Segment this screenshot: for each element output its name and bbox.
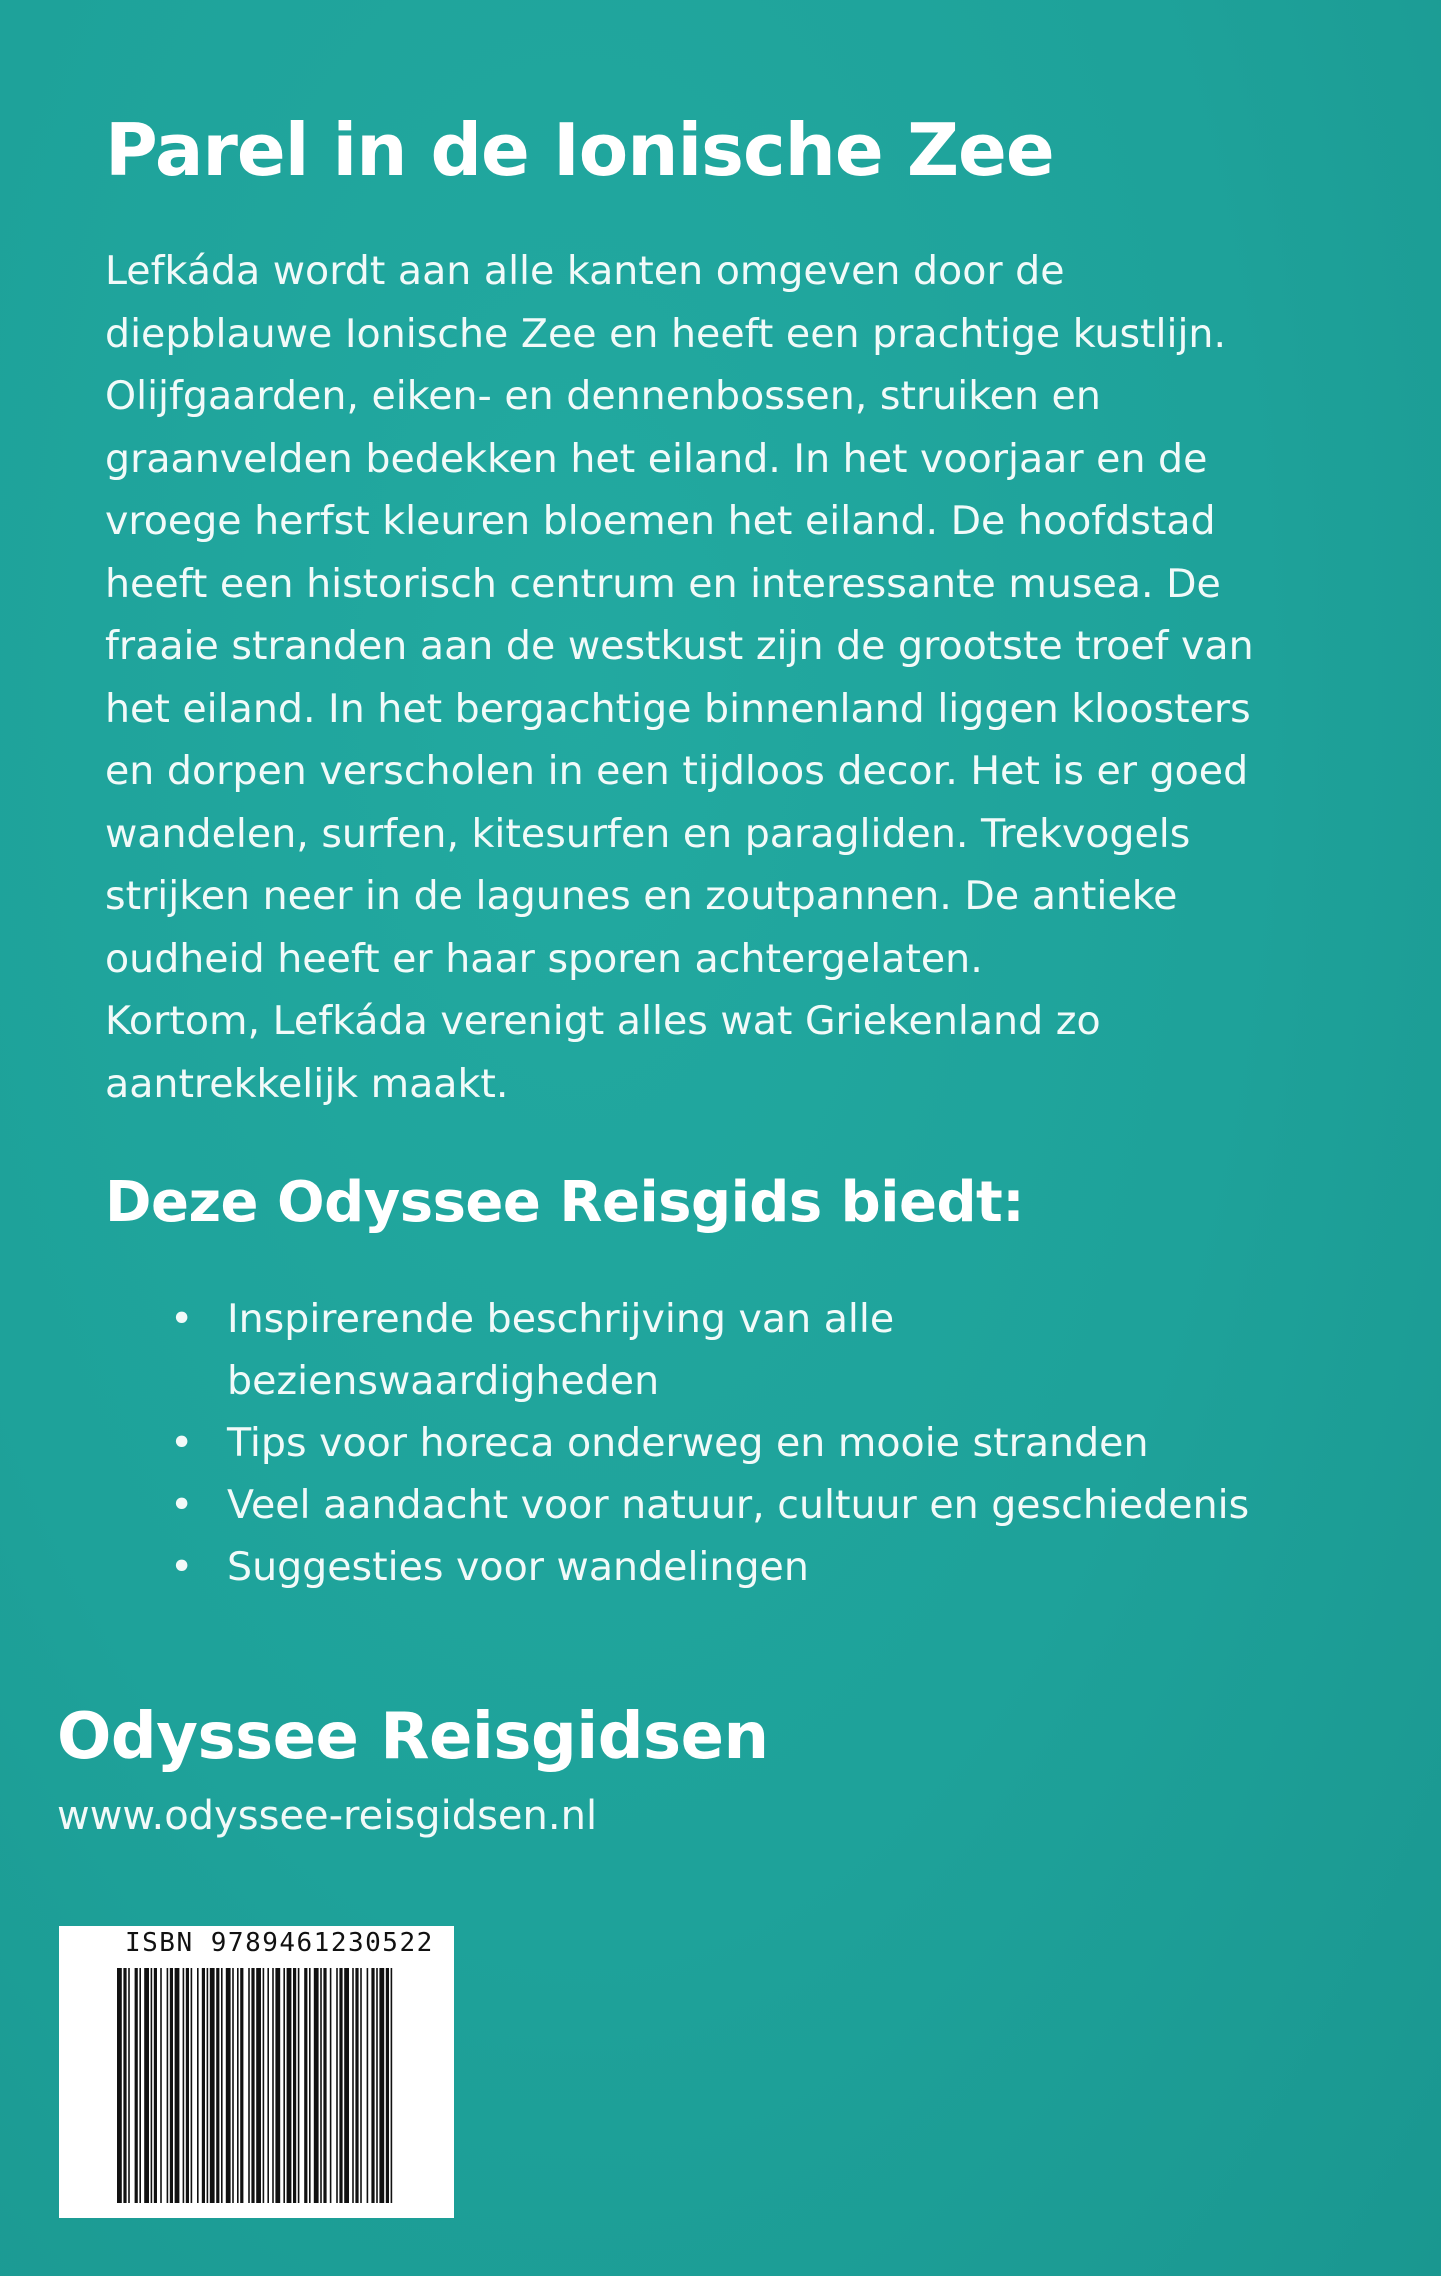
intro-line: aantrekkelijk maakt. — [105, 1060, 509, 1107]
intro-line: vroege herfst kleuren bloemen het eiland. De hoofdstad — [105, 498, 1216, 544]
barcode-bar — [376, 1968, 378, 2203]
intro-line: graanvelden bedekken het eiland. In het voorjaar en de — [105, 435, 1208, 482]
barcode-label — [59, 1926, 454, 2218]
feature-text — [227, 1288, 1249, 1412]
barcode-bar — [320, 1968, 322, 2203]
barcode-bar — [175, 1968, 180, 2203]
barcode-bar — [267, 1968, 269, 2203]
barcode-bar — [304, 1968, 307, 2203]
intro-line: Olijfgaarden, eiken- en dennenbossen, struiken en — [105, 373, 1101, 419]
feature-list — [170, 1288, 1249, 1598]
barcode-bar — [309, 1968, 311, 2203]
intro-line: Kortom, Lefkáda verenigt alles wat Griekenland zo — [105, 998, 1101, 1044]
barcode-bar — [298, 1968, 300, 2203]
barcode-bar — [237, 1968, 239, 2203]
barcode-bar — [167, 1968, 169, 2203]
intro-line: het eiland. In het bergachtige binnenland liggen kloosters — [105, 685, 1251, 732]
cover-heading: Parel in de Ionische Zee — [105, 108, 1054, 192]
barcode-bar — [293, 1968, 296, 2203]
barcode-bar — [287, 1968, 292, 2203]
barcode-bar — [117, 1968, 122, 2203]
barcode-bar — [197, 1968, 199, 2203]
barcode-bar — [191, 1968, 193, 2203]
barcode-bar — [210, 1968, 215, 2203]
intro-line: wandelen, surfen, kitesurfen en paragliden. Trekvogels — [105, 810, 1191, 857]
barcode-bar — [251, 1968, 254, 2203]
bullet-icon: • — [170, 1482, 194, 1528]
barcode-bar — [314, 1968, 319, 2203]
barcode-bar — [336, 1968, 338, 2203]
feature-text — [227, 1536, 1249, 1598]
barcode-bar — [151, 1968, 153, 2203]
barcode-bar — [207, 1968, 209, 2203]
feature-line: bezienswaardigheden — [227, 1358, 660, 1404]
barcode-bar — [202, 1968, 205, 2203]
barcode-icon — [117, 1968, 393, 2203]
bullet-icon: • — [170, 1544, 194, 1590]
barcode-bar — [139, 1968, 141, 2203]
barcode-bar — [232, 1968, 234, 2203]
barcode-bar — [379, 1968, 384, 2203]
barcode-bar — [256, 1968, 261, 2203]
feature-item — [170, 1288, 1249, 1412]
barcode-bar — [144, 1968, 149, 2203]
barcode-bar — [339, 1968, 342, 2203]
barcode-bar — [386, 1968, 389, 2203]
bullet-icon: • — [170, 1296, 194, 1342]
barcode-bar — [283, 1968, 285, 2203]
barcode-bar — [323, 1968, 326, 2203]
isbn-number: ISBN 9789461230522 — [125, 1928, 434, 1958]
offer-heading: Deze Odyssee Reisgids biedt: — [105, 1170, 1025, 1235]
feature-text — [227, 1412, 1249, 1474]
barcode-bar — [352, 1968, 354, 2203]
intro-line: diepblauwe Ionische Zee en heeft een prachtige kustlijn. — [105, 310, 1227, 357]
barcode-bar — [221, 1968, 223, 2203]
barcode-bar — [135, 1968, 138, 2203]
bullet-icon: • — [170, 1420, 194, 1466]
barcode-bar — [248, 1968, 250, 2203]
barcode-bar — [226, 1968, 231, 2203]
barcode-bar — [160, 1968, 162, 2203]
barcode-bar — [128, 1968, 130, 2203]
feature-item — [170, 1474, 1249, 1536]
barcode-bar — [186, 1968, 189, 2203]
feature-line: Inspirerende beschrijving van alle — [227, 1296, 895, 1342]
intro-line: en dorpen verscholen in een tijdloos decor. Het is er goed — [105, 748, 1249, 794]
barcode-bar — [367, 1968, 369, 2203]
feature-line: Veel aandacht voor natuur, cultuur en geschiedenis — [227, 1482, 1250, 1528]
barcode-bar — [240, 1968, 243, 2203]
barcode-bar — [272, 1968, 274, 2203]
feature-item — [170, 1412, 1249, 1474]
barcode-bar — [263, 1968, 265, 2203]
intro-text — [105, 240, 1365, 1115]
feature-line: Suggesties voor wandelingen — [227, 1544, 809, 1590]
barcode-bar — [391, 1968, 393, 2203]
barcode-bar — [360, 1968, 362, 2203]
intro-line: Lefkáda wordt aan alle kanten omgeven door de — [105, 248, 1065, 294]
barcode-bar — [344, 1968, 349, 2203]
barcode-bar — [275, 1968, 280, 2203]
barcode-bar — [170, 1968, 173, 2203]
barcode-bar — [330, 1968, 332, 2203]
intro-line: oudheid heeft er haar sporen achtergelaten. — [105, 935, 983, 982]
intro-line: fraaie stranden aan de westkust zijn de grootste troef van — [105, 623, 1254, 669]
barcode-bar — [183, 1968, 185, 2203]
feature-line: Tips voor horeca onderweg en mooie stranden — [227, 1420, 1149, 1466]
feature-item — [170, 1536, 1249, 1598]
barcode-bar — [355, 1968, 358, 2203]
barcode-bar — [371, 1968, 374, 2203]
intro-line: strijken neer in de lagunes en zoutpannen. De antieke — [105, 873, 1178, 919]
publisher-website[interactable]: www.odyssee-reisgidsen.nl — [57, 1793, 598, 1839]
barcode-bar — [154, 1968, 157, 2203]
publisher-name: Odyssee Reisgidsen — [57, 1700, 769, 1774]
barcode-bar — [216, 1968, 219, 2203]
feature-text — [227, 1474, 1249, 1536]
intro-line: heeft een historisch centrum en interessante musea. De — [105, 560, 1221, 607]
barcode-bar — [123, 1968, 126, 2203]
